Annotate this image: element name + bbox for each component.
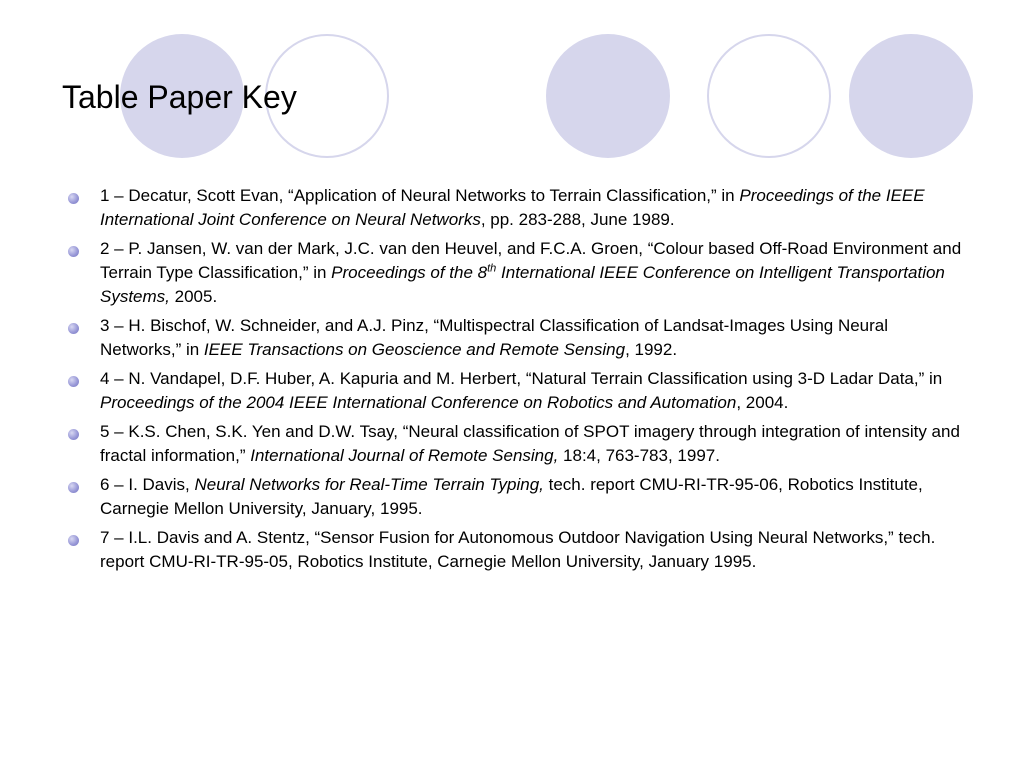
reference-text: 1 – Decatur, Scott Evan, “Application of Neural Networks to Terrain Classification,” in <box>100 186 740 205</box>
decorative-circle-filled <box>546 34 670 158</box>
reference-venue: International IEEE Conference on Intelligent Transportation Systems, <box>100 263 945 306</box>
reference-details: tech. report CMU-RI-TR-95-06, Robotics Institute, Carnegie Mellon University, January, 1995. <box>100 475 923 518</box>
circle-bullet-icon <box>68 323 79 334</box>
reference-item-6 <box>60 473 965 521</box>
reference-venue: Neural Networks for Real-Time Terrain Typing, <box>194 475 544 494</box>
reference-details: 2005. <box>169 287 218 306</box>
reference-venue: Proceedings of the 2004 IEEE International Conference on Robotics and Automation <box>100 393 737 412</box>
reference-details: 18:4, 763-783, 1997. <box>558 446 720 465</box>
reference-item-4 <box>60 367 965 415</box>
circle-bullet-icon <box>68 193 79 204</box>
reference-details: , 2004. <box>736 393 789 412</box>
reference-details: , pp. 283-288, June 1989. <box>480 210 675 229</box>
reference-item-3 <box>60 314 965 362</box>
reference-list <box>60 184 965 579</box>
reference-venue-superscript: th <box>487 262 497 275</box>
reference-venue: Proceedings of the IEEE International Joint Conference on Neural Networks <box>100 186 925 229</box>
circle-bullet-icon <box>68 482 79 493</box>
reference-details: , 1992. <box>625 340 678 359</box>
reference-text: 7 – I.L. Davis and A. Stentz, “Sensor Fusion for Autonomous Outdoor Navigation Using Neural Networks,” tech. report CMU-RI-TR-95-05, Robotics Institute, Carnegie Mellon University, January 1995. <box>100 528 936 571</box>
reference-text: 4 – N. Vandapel, D.F. Huber, A. Kapuria and M. Herbert, “Natural Terrain Classification using 3-D Ladar Data,” in <box>100 369 943 388</box>
reference-venue: International Journal of Remote Sensing, <box>250 446 559 465</box>
reference-text: 3 – H. Bischof, W. Schneider, and A.J. Pinz, “Multispectral Classification of Landsat-Images Using Neural Networks,” in <box>100 316 889 359</box>
page-title: Table Paper Key <box>62 79 297 115</box>
reference-text: 5 – K.S. Chen, S.K. Yen and D.W. Tsay, “Neural classification of SPOT imagery through integration of intensity and fractal information,” <box>100 422 960 465</box>
reference-item-2 <box>60 237 965 309</box>
reference-item-7 <box>60 526 965 574</box>
reference-text: 6 – I. Davis, <box>100 475 195 494</box>
reference-item-5 <box>60 420 965 468</box>
circle-bullet-icon <box>68 535 79 546</box>
decorative-circle-filled <box>849 34 973 158</box>
reference-venue: Proceedings of the 8 <box>331 263 488 282</box>
circle-bullet-icon <box>68 246 79 257</box>
reference-item-1 <box>60 184 965 232</box>
reference-text: 2 – P. Jansen, W. van der Mark, J.C. van den Heuvel, and F.C.A. Groen, “Colour based Off-Road Environment and Terrain Type Classification,” in <box>100 239 962 282</box>
reference-venue: IEEE Transactions on Geoscience and Remote Sensing <box>203 340 626 359</box>
circle-bullet-icon <box>68 429 79 440</box>
decorative-circle-outline <box>707 34 831 158</box>
circle-bullet-icon <box>68 376 79 387</box>
